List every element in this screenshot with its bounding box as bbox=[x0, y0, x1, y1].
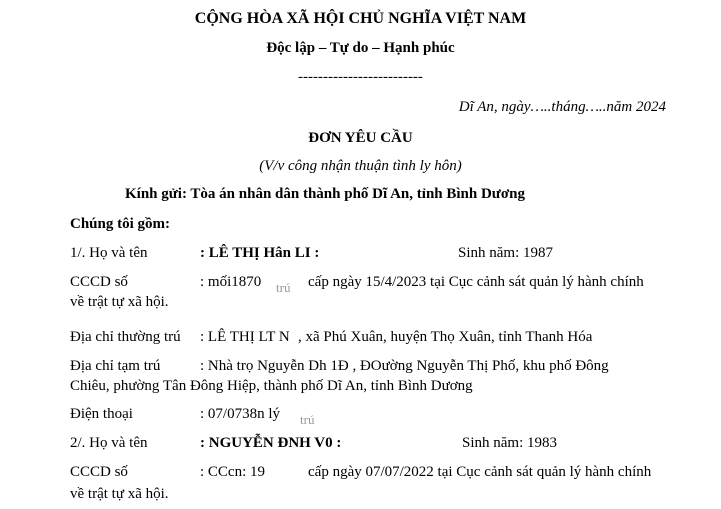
person1-birth: Sinh năm: 1987 bbox=[458, 245, 554, 261]
nation-heading: CỘNG HÒA XÃ HỘI CHỦ NGHĨA VIỆT NAM bbox=[194, 10, 527, 27]
motto: Độc lập – Tự do – Hạnh phúc bbox=[266, 40, 455, 56]
person2-name-label: 2/. Họ và tên bbox=[70, 435, 148, 451]
recipient: Kính gửi: Tòa án nhân dân thành phố Dĩ An, tỉnh Bình Dương bbox=[125, 186, 525, 202]
person1-perm-label: Địa chỉ thường trú bbox=[70, 329, 181, 345]
person2-id-issue-cont: về trật tự xã hội. bbox=[70, 486, 169, 502]
person1-temp-line2: Chiêu, phường Tân Đông Hiệp, thành phố Dĩ An, tỉnh Bình Dương bbox=[70, 378, 473, 394]
person2-birth: Sinh năm: 1983 bbox=[462, 435, 558, 451]
document-title: ĐƠN YÊU CẦU bbox=[308, 130, 413, 146]
person1-phone-value: : 07/0738n lý bbox=[200, 406, 281, 422]
place-date: Dĩ An, ngày…..tháng…..năm 2024 bbox=[458, 99, 666, 115]
person1-name-value: : LÊ THỊ Hân LI : bbox=[200, 245, 320, 261]
person1-perm-value: : LÊ THỊ LT N bbox=[200, 329, 290, 345]
person1-name-label: 1/. Họ và tên bbox=[70, 245, 148, 261]
person1-id-issue-cont: về trật tự xã hội. bbox=[70, 294, 169, 310]
person2-id-issue: cấp ngày 07/07/2022 tại Cục cảnh sát quản lý hành chính bbox=[308, 464, 652, 480]
person1-id-smudge: trú bbox=[276, 280, 291, 295]
person1-id-value: : mối1870 bbox=[200, 274, 262, 290]
header-divider: ------------------------- bbox=[298, 69, 423, 85]
person1-perm-value2: , xã Phú Xuân, huyện Thọ Xuân, tỉnh Thanh Hóa bbox=[298, 329, 593, 345]
person1-phone-label: Điện thoại bbox=[70, 406, 133, 422]
person1-temp-line1: : Nhà trọ Nguyễn Dh 1Đ , ĐOường Nguyễn Thị Phố, khu phố Đông bbox=[200, 358, 609, 374]
person2-id-value: : CCcn: 19 bbox=[200, 464, 266, 480]
person1-temp-label: Địa chỉ tạm trú bbox=[70, 358, 161, 374]
person1-id-label: CCCD số bbox=[70, 274, 128, 290]
person2-name-value: : NGUYỄN ĐNH V0 : bbox=[200, 435, 342, 451]
person2-id-label: CCCD số bbox=[70, 464, 128, 480]
section-label: Chúng tôi gồm: bbox=[70, 216, 171, 232]
document-subtitle: (V/v công nhận thuận tình ly hôn) bbox=[259, 158, 462, 174]
person1-id-issue: cấp ngày 15/4/2023 tại Cục cảnh sát quản lý hành chính bbox=[308, 274, 644, 290]
person1-phone-smudge: trú bbox=[300, 412, 315, 427]
